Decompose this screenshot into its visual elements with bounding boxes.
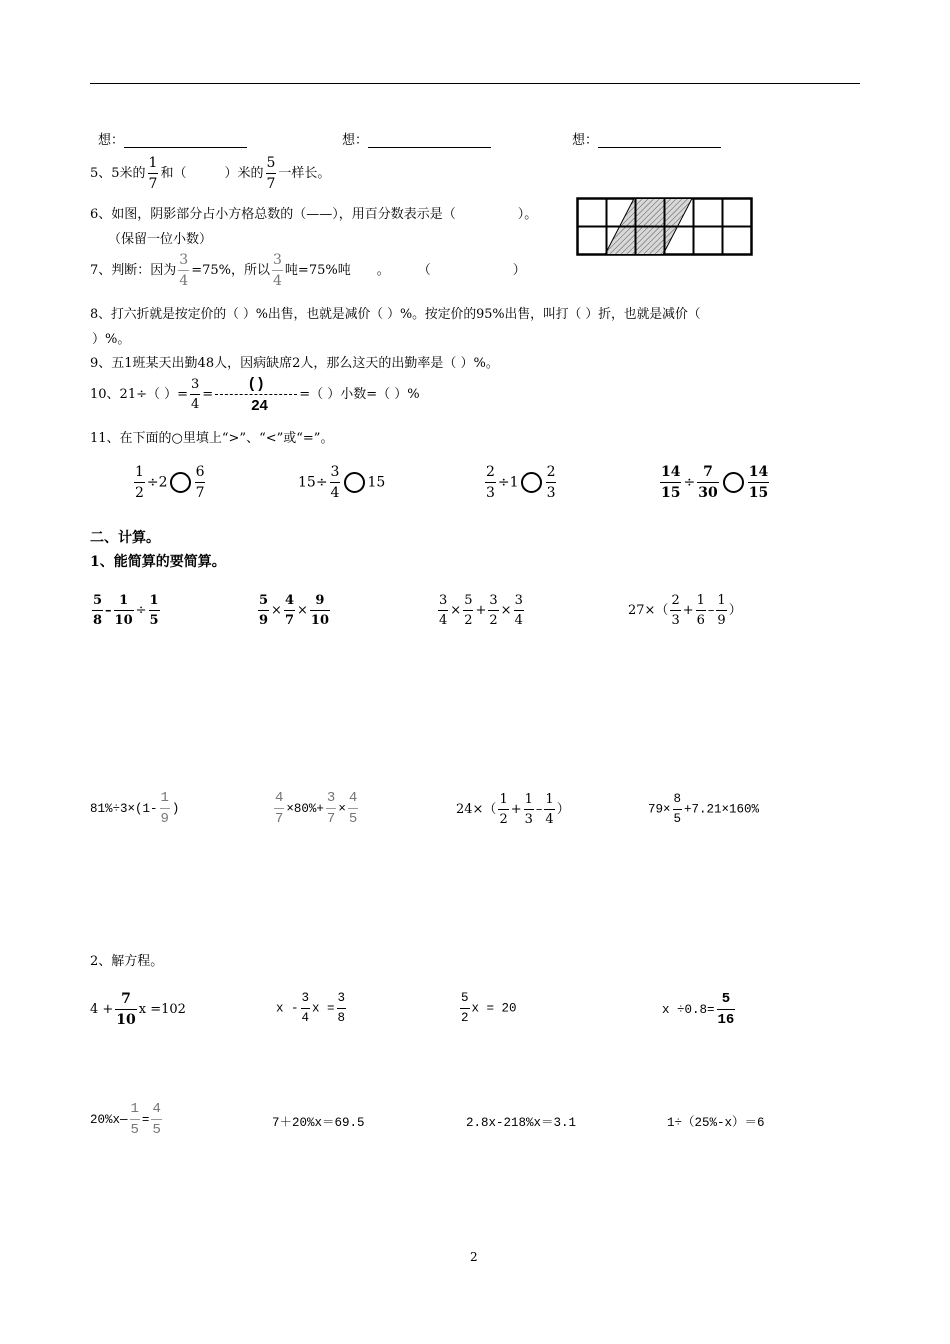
answer-line — [598, 135, 721, 148]
compare-circle[interactable] — [723, 472, 744, 493]
fraction: $\frac{14}{15}$ — [661, 464, 681, 501]
fraction: $\frac{6}{7}$ — [195, 464, 205, 501]
think-label: 想： — [572, 133, 599, 148]
calc-5: 81%÷3×(1- $\frac{1}{9}$ ) — [90, 790, 180, 827]
fraction: $\frac{1}{2}$ — [135, 464, 144, 501]
answer-line — [124, 135, 247, 148]
fraction: $\frac{3}{4}$ — [273, 252, 282, 289]
question-6: 6、如图，阴影部分占小方格总数的（——），用百分数表示是（ ）。 — [90, 207, 538, 222]
fraction: $\frac{1}{4}$ — [545, 792, 554, 827]
compare-4: $\frac{14}{15}$ ÷ $\frac{7}{30}$ $\frac{14}{15}$ — [661, 464, 769, 501]
compare-circle[interactable] — [344, 472, 365, 493]
question-6-note: （保留一位小数） — [108, 232, 213, 247]
equation-4: x ÷0.8= $\frac{5}{16}$ — [662, 991, 735, 1028]
fraction: $\frac{3}{7}$ — [326, 790, 336, 827]
think-blank-1[interactable] — [98, 129, 247, 148]
compare-1: $\frac{1}{2}$ ÷2 $\frac{6}{7}$ — [135, 464, 205, 501]
fraction: $\frac{1}{9}$ — [717, 593, 726, 628]
fraction: $\frac{3}{4}$ — [330, 464, 340, 501]
fraction: $\frac{3}{8}$ — [337, 991, 346, 1025]
fraction: $\frac{5}{7}$ — [266, 155, 276, 192]
section-2-sub2: 2、解方程。 — [90, 954, 164, 969]
page-number: 2 — [470, 1250, 478, 1264]
fraction: $\frac{9}{10}$ — [310, 593, 329, 628]
section-2-sub1: 1、能简算的要简算。 — [90, 554, 226, 570]
fraction: $\frac{1}{3}$ — [524, 792, 533, 827]
equation-3: $\frac{5}{2}$ x = 20 — [461, 991, 517, 1025]
fraction: $\frac{1}{5}$ — [149, 593, 159, 628]
fraction: $\frac{1}{5}$ — [130, 1101, 139, 1138]
calc-7: 24×（ $\frac{1}{2}$ + $\frac{1}{3}$ – $\frac{1}{4}$ ） — [456, 792, 570, 827]
think-label: 想： — [98, 133, 125, 148]
fraction: $\frac{5}{8}$ — [93, 593, 103, 628]
question-8-line2: ）%。 — [92, 332, 131, 347]
grid-figure — [576, 197, 754, 257]
compare-circle[interactable] — [170, 472, 191, 493]
header-rule — [90, 83, 860, 84]
answer-line — [368, 135, 491, 148]
fraction: $\frac{2}{3}$ — [546, 464, 556, 501]
calc-8: 79× $\frac{8}{5}$ +7.21×160% — [648, 792, 760, 826]
equation-5: 20%x— $\frac{1}{5}$ = $\frac{4}{5}$ — [90, 1101, 161, 1138]
fraction: $\frac{4}{5}$ — [348, 790, 358, 827]
question-8: 8、打六折就是按定价的（ ）%出售，也就是减价（ ）%。按定价的95%出售，叫打（ ）折，也就是减价（ — [90, 307, 701, 322]
blank-fraction: $\frac{( )}{24}$ — [215, 376, 297, 413]
fraction: $\frac{4}{7}$ — [275, 790, 284, 827]
fraction: $\frac{1}{6}$ — [696, 593, 705, 628]
equation-7: 2.8x-218%x＝3.1 — [466, 1116, 577, 1130]
fraction: $\frac{5}{16}$ — [717, 991, 735, 1028]
calc-6: $\frac{4}{7}$ ×80%+ $\frac{3}{7}$ × $\frac{4}{5}$ — [275, 790, 358, 827]
fraction: $\frac{4}{5}$ — [152, 1101, 161, 1138]
question-9: 9、五1班某天出勤48人，因病缺席2人，那么这天的出勤率是（ ）%。 — [90, 356, 499, 371]
fraction: $\frac{3}{4}$ — [191, 377, 200, 412]
fraction: $\frac{5}{2}$ — [461, 991, 469, 1025]
fraction: $\frac{7}{30}$ — [698, 464, 718, 501]
fraction: $\frac{3}{4}$ — [514, 593, 523, 628]
equation-8: 1÷（25%-x）＝6 — [667, 1116, 765, 1130]
fraction: $\frac{1}{10}$ — [114, 593, 133, 628]
calc-4: 27×（ $\frac{2}{3}$ + $\frac{1}{6}$ – $\frac{1}{9}$ ） — [628, 593, 742, 628]
calc-3: $\frac{3}{4}$ × $\frac{5}{2}$ + $\frac{3}{2}$ × $\frac{3}{4}$ — [439, 593, 523, 628]
fraction: $\frac{2}{3}$ — [486, 464, 495, 501]
think-blank-2[interactable] — [342, 129, 491, 148]
compare-circle[interactable] — [521, 472, 542, 493]
fraction: $\frac{14}{15}$ — [748, 464, 769, 501]
fraction: $\frac{1}{2}$ — [499, 792, 508, 827]
fraction: $\frac{8}{5}$ — [673, 792, 682, 826]
fraction: $\frac{3}{2}$ — [489, 593, 498, 628]
fraction: $\frac{1}{9}$ — [160, 790, 169, 827]
fraction: $\frac{5}{2}$ — [464, 593, 473, 628]
equation-6: 7＋20%x＝69.5 — [272, 1116, 365, 1130]
fraction: $\frac{5}{9}$ — [259, 593, 269, 628]
fraction: $\frac{1}{7}$ — [148, 155, 158, 192]
fraction: $\frac{3}{4}$ — [179, 252, 189, 289]
calc-1: $\frac{5}{8}$ – $\frac{1}{10}$ ÷ $\frac{1}{5}$ — [93, 593, 159, 628]
question-7: 7、判断：因为 $\frac{3}{4}$ =75%，所以 $\frac{3}{4}$ 吨=75%吨 。 （ ） — [90, 252, 526, 289]
fraction: $\frac{2}{3}$ — [671, 593, 680, 628]
compare-2: 15÷ $\frac{3}{4}$ 15 — [298, 464, 386, 501]
fraction: $\frac{3}{4}$ — [439, 593, 448, 628]
equation-2: x - $\frac{3}{4}$ x = $\frac{3}{8}$ — [276, 991, 346, 1025]
think-label: 想： — [342, 133, 369, 148]
question-5: 5、5米的 $\frac{1}{7}$ 和（ ）米的 $\frac{5}{7}$ 一样长。 — [90, 155, 331, 192]
fraction: $\frac{7}{10}$ — [116, 991, 136, 1028]
section-2-title: 二、计算。 — [90, 530, 160, 546]
compare-3: $\frac{2}{3}$ ÷1 $\frac{2}{3}$ — [486, 464, 556, 501]
equation-1: 4 + $\frac{7}{10}$ x =102 — [90, 991, 186, 1028]
calc-2: $\frac{5}{9}$ × $\frac{4}{7}$ × $\frac{9}{10}$ — [259, 593, 329, 628]
think-blank-3[interactable] — [572, 129, 721, 148]
fraction: $\frac{3}{4}$ — [301, 991, 310, 1025]
question-11: 11、在下面的○里填上“>”、“<”或“=”。 — [90, 431, 334, 446]
question-10: 10、21÷（ ）= $\frac{3}{4}$ = $\frac{( )}{24}$ =（ ）小数=（ ）% — [90, 375, 420, 414]
fraction: $\frac{4}{7}$ — [284, 593, 294, 628]
